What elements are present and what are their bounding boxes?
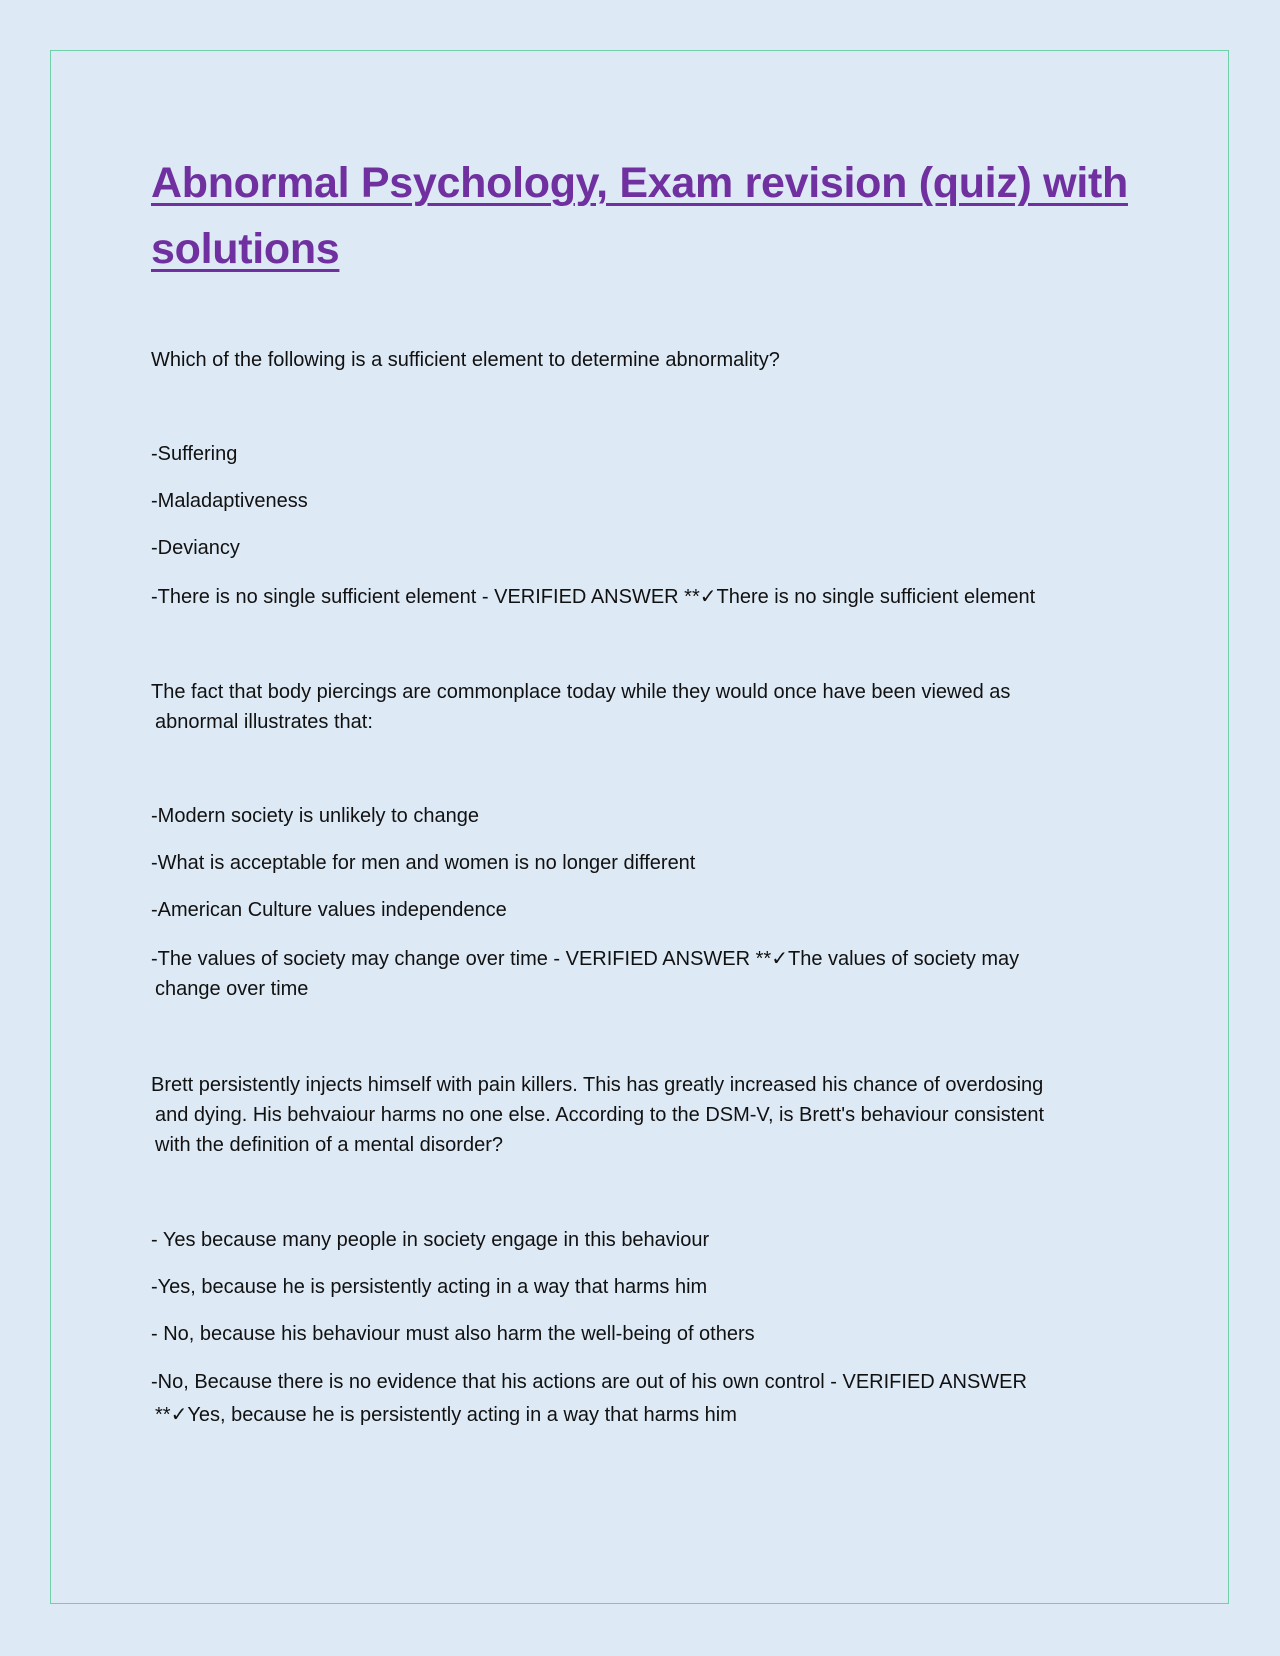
question-2 xyxy=(151,677,1010,737)
question-3-answer xyxy=(151,1366,1027,1432)
question-1-option-1: -Suffering xyxy=(151,443,238,465)
question-3 xyxy=(151,1070,1044,1160)
question-1-option-3: -Deviancy xyxy=(151,537,240,559)
question-1-option-2: -Maladaptiveness xyxy=(151,490,308,512)
document-title: Abnormal Psychology, Exam revision (quiz) with solutions xyxy=(151,159,1128,273)
question-2-option-3: -American Culture values independence xyxy=(151,899,507,921)
question-3-line-2: and dying. His behvaiour harms no one else. According to the DSM-V, is Brett's behaviour consistent xyxy=(155,1104,1045,1126)
question-2-option-1: -Modern society is unlikely to change xyxy=(151,805,479,827)
question-2-line-2: abnormal illustrates that: xyxy=(155,711,373,733)
question-2-option-2: -What is acceptable for men and women is no longer different xyxy=(151,852,696,874)
question-3-option-2: -Yes, because he is persistently acting in a way that harms him xyxy=(151,1276,708,1298)
question-2-answer-line-2: change over time xyxy=(155,978,309,1000)
question-1-answer: -There is no single sufficient element - VERIFIED ANSWER **✓There is no single sufficient element xyxy=(151,586,1036,608)
question-3-option-3: - No, because his behaviour must also harm the well-being of others xyxy=(151,1323,755,1345)
question-2-answer-line-1: -The values of society may change over time - VERIFIED ANSWER **✓The values of society may xyxy=(151,948,1020,970)
question-3-line-3: with the definition of a mental disorder? xyxy=(155,1134,503,1156)
question-3-option-1: - Yes because many people in society engage in this behaviour xyxy=(151,1229,710,1251)
document-content xyxy=(151,150,1131,1426)
question-3-answer-line-1: -No, Because there is no evidence that his actions are out of his own control - VERIFIED ANSWER xyxy=(151,1371,1027,1393)
question-2-answer xyxy=(151,944,1019,1004)
question-3-answer-line-2: **✓Yes, because he is persistently acting in a way that harms him xyxy=(155,1404,737,1426)
question-2-line-1: The fact that body piercings are commonplace today while they would once have been viewed as xyxy=(151,681,1011,703)
question-1: Which of the following is a sufficient element to determine abnormality? xyxy=(151,349,780,371)
question-3-line-1: Brett persistently injects himself with pain killers. This has greatly increased his chance of overdosing xyxy=(151,1074,1044,1096)
